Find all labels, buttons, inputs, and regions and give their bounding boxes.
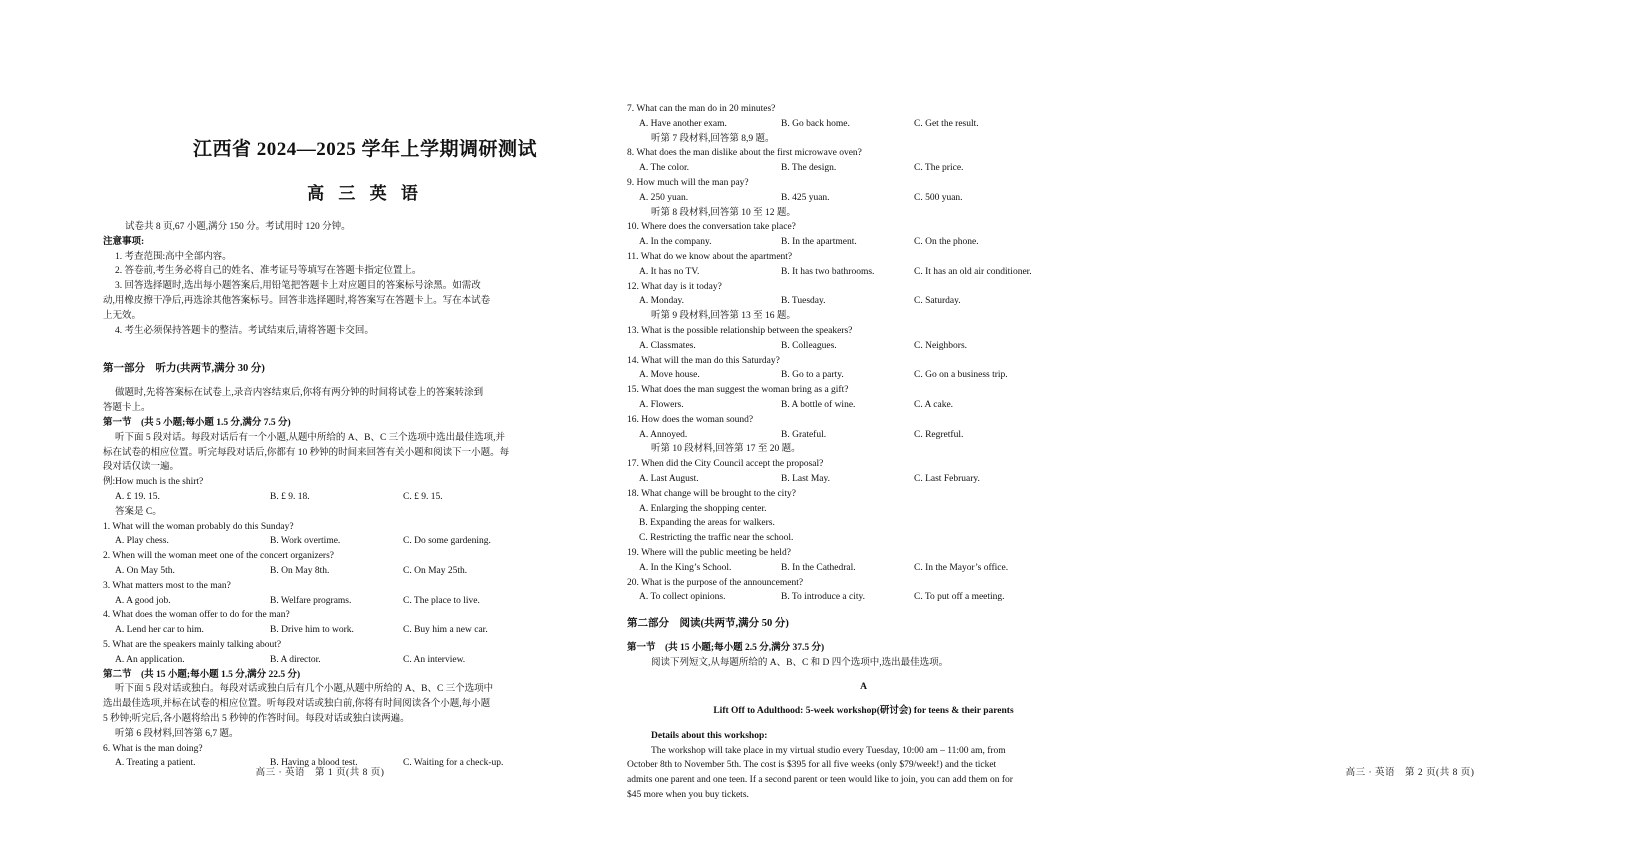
article-title: Lift Off to Adulthood: 5-week workshop(研讨会) for teens & their parents — [713, 706, 1014, 717]
option-b: B. In the apartment. — [781, 237, 857, 248]
option-c: C. Buy him a new car. — [403, 625, 488, 636]
part2-heading: 第二部分 阅读(共两节,满分 50 分) — [627, 617, 789, 629]
section1-desc: 听下面 5 段对话。每段对话后有一个小题,从题中所给的 A、B、C 三个选项中选出最佳选项,并 — [115, 432, 506, 443]
option-b: B. Last May. — [781, 473, 830, 484]
question-text: 9. How much will the man pay? — [627, 177, 749, 188]
exam-subject: 高 三 英 语 — [307, 184, 423, 203]
option-b: B. Colleagues. — [781, 340, 837, 351]
question-options — [627, 191, 1100, 206]
option-b: B. Grateful. — [781, 429, 827, 440]
question-options — [627, 117, 1100, 132]
question-text: 19. Where will the public meeting be held? — [627, 547, 791, 558]
option-line: B. Expanding the areas for walkers. — [639, 518, 775, 529]
page-1-body — [103, 220, 550, 771]
option-b: B. Work overtime. — [270, 536, 341, 547]
details-heading: Details about this workshop: — [651, 730, 768, 741]
option-b: B. It has two bathrooms. — [781, 266, 875, 277]
option-c: C. 500 yuan. — [914, 192, 963, 203]
option-c: C. An interview. — [403, 654, 466, 665]
question-options — [103, 653, 550, 668]
material-note: 听第 9 段材料,回答第 13 至 16 题。 — [651, 311, 796, 322]
page-footer: 高三 · 英语 第 1 页(共 8 页) — [255, 768, 385, 778]
question-text: 11. What do we know about the apartment? — [627, 251, 793, 262]
option-c: C. It has an old air conditioner. — [914, 266, 1032, 277]
option-b: B. On May 8th. — [270, 565, 330, 576]
option-c: C. Regretful. — [914, 429, 964, 440]
option-c: C. On May 25th. — [403, 565, 468, 576]
question-options — [103, 623, 550, 638]
question-options — [103, 534, 550, 549]
note-item: 1. 考查范围:高中全部内容。 — [115, 251, 232, 262]
question-text: 10. Where does the conversation take place? — [627, 222, 796, 233]
page-2-body — [627, 102, 1100, 803]
question-text: 2. When will the woman meet one of the concert organizers? — [103, 551, 334, 562]
question-text: 1. What will the woman probably do this Sunday? — [103, 521, 294, 532]
question-options — [103, 594, 550, 609]
question-text: 4. What does the woman offer to do for the man? — [103, 610, 290, 621]
notes-heading: 注意事项: — [103, 236, 145, 247]
option-b: B. A director. — [270, 654, 321, 665]
page-2 — [600, 0, 1475, 856]
option-b: B. To introduce a city. — [781, 592, 866, 603]
note-item: 3. 回答选择题时,选出每小题答案后,用铅笔把答题卡上对应题目的答案标号涂黑。如需改 — [115, 281, 481, 292]
option-c: C. £ 9. 15. — [403, 491, 443, 502]
note-item: 2. 答卷前,考生务必将自己的姓名、准考证号等填写在答题卡指定位置上。 — [115, 266, 422, 277]
section2-heading: 第二节 (共 15 小题;每小题 1.5 分,满分 22.5 分) — [103, 669, 301, 680]
option-a: A. Lend her car to him. — [115, 625, 204, 636]
option-b: B. Having a blood test. — [270, 758, 358, 769]
question-options — [627, 161, 1100, 176]
part1-desc: 答题卡上。 — [103, 403, 151, 414]
option-a: A. Annoyed. — [639, 429, 688, 440]
option-b: B. 425 yuan. — [781, 192, 830, 203]
option-line: A. Enlarging the shopping center. — [639, 503, 767, 514]
question-text: 16. How does the woman sound? — [627, 414, 754, 425]
option-a: A. On May 5th. — [115, 565, 175, 576]
material-note: 听第 7 段材料,回答第 8,9 题。 — [651, 133, 775, 144]
question-text: 8. What does the man dislike about the first microwave oven? — [627, 148, 862, 159]
option-b: B. Welfare programs. — [270, 595, 352, 606]
article-line: October 8th to November 5th. The cost is $395 for all five weeks (only $79/week!) and the ticket — [627, 760, 997, 771]
example-question: 例:How much is the shirt? — [103, 477, 204, 488]
option-a: A. Last August. — [639, 473, 699, 484]
question-options — [627, 590, 1100, 605]
option-c: C. Last February. — [914, 473, 980, 484]
note-item: 动,用橡皮擦干净后,再选涂其他答案标号。回答非选择题时,将答案写在答题卡上。写在本试卷 — [103, 295, 491, 306]
option-a: A. Treating a patient. — [115, 758, 196, 769]
exam-intro: 试卷共 8 页,67 小题,满分 150 分。考试用时 120 分钟。 — [125, 222, 351, 232]
section1-heading: 第一节 (共 5 小题;每小题 1.5 分,满分 7.5 分) — [103, 417, 291, 428]
option-a: A. £ 19. 15. — [115, 491, 160, 502]
reading-section1-heading: 第一节 (共 15 小题;每小题 2.5 分,满分 37.5 分) — [627, 643, 825, 654]
question-text: 3. What matters most to the man? — [103, 580, 231, 591]
question-text: 14. What will the man do this Saturday? — [627, 355, 780, 366]
option-c: C. Do some gardening. — [403, 536, 491, 547]
example-answer: 答案是 C。 — [115, 506, 162, 517]
option-a: A. The color. — [639, 163, 689, 174]
option-c: C. Saturday. — [914, 296, 961, 307]
question-text: 5. What are the speakers mainly talking about? — [103, 639, 282, 650]
option-c: C. Go on a business trip. — [914, 370, 1008, 381]
example-options — [103, 490, 550, 505]
option-b: B. Go back home. — [781, 118, 850, 129]
question-options — [627, 265, 1100, 280]
question-options — [627, 561, 1100, 576]
article-letter: A — [860, 682, 867, 693]
question-text: 7. What can the man do in 20 minutes? — [627, 104, 776, 114]
question-list — [103, 520, 550, 668]
option-c: C. A cake. — [914, 399, 954, 410]
question-text: 12. What day is it today? — [627, 281, 722, 292]
exam-title: 江西省 2024—2025 学年上学期调研测试 — [192, 139, 537, 160]
option-a: A. 250 yuan. — [639, 192, 689, 203]
question-options — [627, 294, 1100, 309]
note-item: 4. 考生必须保持答题卡的整洁。考试结束后,请将答题卡交回。 — [115, 325, 374, 336]
question-text: 18. What change will be brought to the city? — [627, 488, 796, 499]
page-1 — [0, 0, 600, 856]
option-a: A. Move house. — [639, 370, 700, 381]
option-b: B. Tuesday. — [781, 296, 826, 307]
question-options — [627, 368, 1100, 383]
option-c: C. The price. — [914, 163, 964, 174]
question-options — [627, 339, 1100, 354]
article-line: admits one parent and one teen. If a second parent or teen would like to join, you can add them on for — [627, 775, 1013, 786]
question-options — [627, 398, 1100, 413]
option-a: A. It has no TV. — [639, 266, 700, 277]
option-c: C. On the phone. — [914, 237, 979, 248]
option-b: B. The design. — [781, 163, 837, 174]
option-a: A. Have another exam. — [639, 118, 727, 129]
option-a: A. To collect opinions. — [639, 592, 726, 603]
option-b: B. In the Cathedral. — [781, 562, 856, 573]
question-options — [627, 428, 1100, 443]
option-a: A. Monday. — [639, 296, 685, 307]
option-c: C. Waiting for a check-up. — [403, 758, 504, 769]
option-a: A. An application. — [115, 654, 185, 665]
reading-section1-desc: 阅读下列短文,从每题所给的 A、B、C 和 D 四个选项中,选出最佳选项。 — [651, 657, 949, 668]
question-text: 17. When did the City Council accept the proposal? — [627, 459, 824, 470]
option-a: A. In the company. — [639, 237, 712, 248]
question-options — [627, 472, 1100, 487]
part1-heading: 第一部分 听力(共两节,满分 30 分) — [103, 362, 265, 374]
section2-desc: 5 秒钟;听完后,各小题将给出 5 秒钟的作答时间。每段对话或独白读两遍。 — [103, 713, 410, 724]
option-b: B. Go to a party. — [781, 370, 844, 381]
question-options — [103, 564, 550, 579]
option-line: C. Restricting the traffic near the school. — [639, 533, 794, 544]
question-text: 20. What is the purpose of the announcement? — [627, 577, 804, 588]
article-line: $45 more when you buy tickets. — [627, 789, 749, 800]
option-a: A. Flowers. — [639, 399, 684, 410]
material-note: 听第 6 段材料,回答第 6,7 题。 — [115, 728, 239, 739]
material-note: 听第 10 段材料,回答第 17 至 20 题。 — [651, 444, 801, 455]
option-a: A. Play chess. — [115, 536, 169, 547]
question-text: 6. What is the man doing? — [103, 743, 203, 754]
option-c: C. To put off a meeting. — [914, 592, 1005, 603]
option-c: C. Get the result. — [914, 118, 979, 129]
section2-desc: 听下面 5 段对话或独白。每段对话或独白后有几个小题,从题中所给的 A、B、C 三个选项中 — [115, 684, 494, 695]
option-a: A. Classmates. — [639, 340, 696, 351]
note-item: 上无效。 — [103, 310, 142, 321]
question-text: 15. What does the man suggest the woman bring as a gift? — [627, 385, 849, 396]
option-b: B. A bottle of wine. — [781, 399, 856, 410]
section2-desc: 选出最佳选项,并标在试卷的相应位置。听每段对话或独白前,你将有时间阅读各个小题,每小题 — [103, 699, 491, 710]
option-c: C. In the Mayor’s office. — [914, 562, 1009, 573]
article-line: The workshop will take place in my virtual studio every Tuesday, 10:00 am – 11:00 am, from — [651, 745, 1006, 756]
option-c: C. The place to live. — [403, 595, 480, 606]
question-options — [627, 235, 1100, 250]
question-list — [627, 102, 1100, 605]
option-b: B. £ 9. 18. — [270, 491, 310, 502]
option-c: C. Neighbors. — [914, 340, 968, 351]
part1-desc: 做题时,先将答案标在试卷上,录音内容结束后,你将有两分钟的时间将试卷上的答案转涂到 — [115, 388, 484, 399]
section1-desc: 标在试卷的相应位置。听完每段对话后,你都有 10 秒钟的时间来回答有关小题和阅读下一小题。每 — [103, 447, 510, 458]
option-a: A. A good job. — [115, 595, 171, 606]
option-b: B. Drive him to work. — [270, 625, 354, 636]
section1-desc: 段对话仅读一遍。 — [103, 462, 180, 473]
question-text: 13. What is the possible relationship between the speakers? — [627, 325, 853, 336]
option-a: A. In the King’s School. — [639, 562, 732, 573]
material-note: 听第 8 段材料,回答第 10 至 12 题。 — [651, 207, 796, 218]
page-footer: 高三 · 英语 第 2 页(共 8 页) — [1345, 768, 1475, 778]
